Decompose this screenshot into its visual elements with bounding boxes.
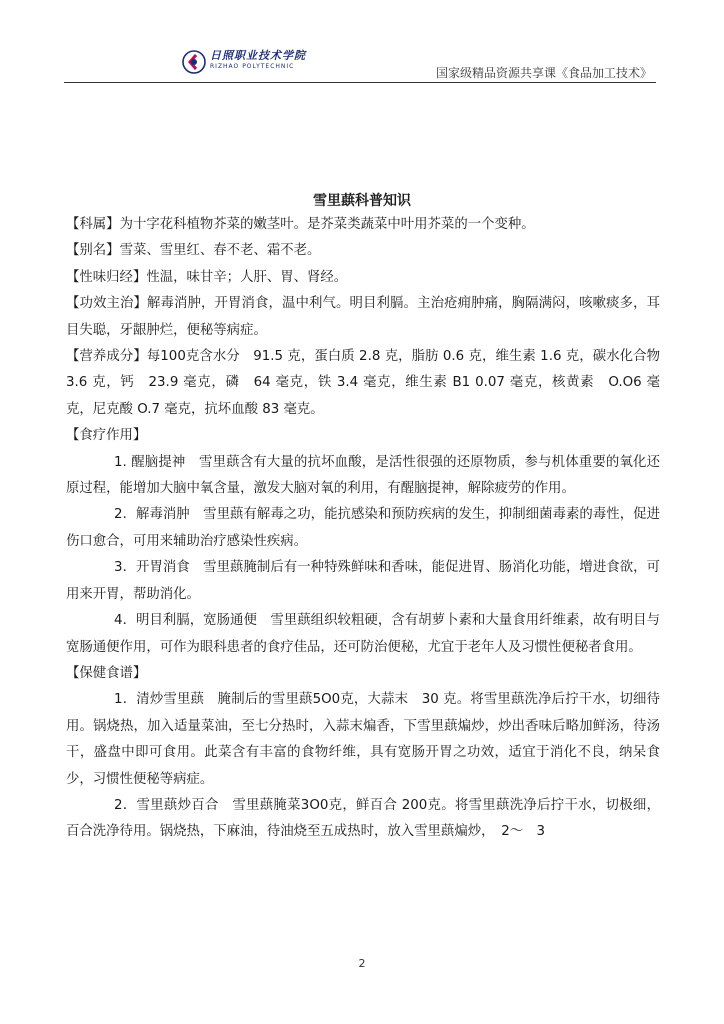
page-header [64,44,656,84]
recipe-heading: 【保健食谱】 [66,665,147,681]
section-text: 雪菜、雪里红、春不老、霜不老。 [119,243,321,259]
therapy-heading: 【食疗作用】 [66,428,147,444]
section-text: 性温，味甘辛；人肝、胃、肾经。 [146,269,348,285]
school-logo [182,50,306,74]
document-body [66,212,660,846]
recipe-item: 1．清炒雪里蕻 腌制后的雪里蕻5O0克，大蒜末 30 克。将雪里蕻洗净后拧干水，切细待用。锅烧热，加入适量菜油，至七分热时，入蒜末煸香，下雪里蕻煸炒，炒出香味后略加鲜汤，待汤干，盛盘中即可食用。此菜含有丰富的食物纤维，具有宽肠开胃之功效，适宜于消化不良，纳呆食少，习惯性便秘等病症。 [66,692,660,787]
section-label: 【功效主治】 [66,296,148,312]
section-label: 【性味归经】 [66,269,147,285]
intro-nature [66,265,660,291]
therapy-item: 3．开胃消食 雪里蕻腌制后有一种特殊鲜味和香味，能促进胃、肠消化功能，增进食欲，可用来开胃，帮助消化。 [66,560,660,602]
intro-family [66,212,660,238]
section-label: 【别名】 [66,243,120,259]
header-divider [64,82,656,83]
school-name-en: RIZHAO POLYTECHNIC [210,63,295,70]
school-name-cn: 日照职业技术学院 [210,49,306,62]
school-emblem-icon [182,50,206,74]
page-number: 2 [358,957,366,970]
section-label: 【科属】 [66,217,120,232]
therapy-item: 2．解毒消肿 雪里蕻有解毒之功，能抗感染和预防疾病的发生，抑制细菌毒素的毒性，促进伤口愈合，可用来辅助治疗感染性疾病。 [66,507,660,549]
intro-nutrition [66,344,660,423]
section-text: 每100克含水分 91.5 克，蛋白质 2.8 克，脂肪 0.6 克，维生素 1.6 克，碳水化合物 3.6 克，钙 23.9 毫克，磷 64 毫克，铁 3.4 毫克，维生素 B1 0.07 毫克，核黄素 O.O6 毫克，尼克酸 O.7 毫克，抗坏血酸 83 毫克。 [66,349,661,417]
recipe-item: 2．雪里蕻炒百合 雪里蕻腌菜3O0克，鲜百合 200克。将雪里蕻洗净后拧干水，切极细，百合洗净待用。锅烧热，下麻油，待油烧至五成热时，放入雪里蕻煸炒， 2～ 3 [66,797,660,840]
intro-alias [66,238,660,264]
section-text: 为十字花科植物芥菜的嫩茎叶。是芥菜类蔬菜中叶用芥菜的一个变种。 [119,217,535,232]
course-title: 国家级精品资源共享课《食品加工技术》 [435,66,652,80]
therapy-item: 1. 醒脑提神 雪里蕻含有大量的抗坏血酸，是活性很强的还原物质，参与机体重要的氧化还原过程，能增加大脑中氧含量，激发大脑对氧的利用，有醒脑提神，解除疲劳的作用。 [66,454,660,497]
section-label: 【营养成分】 [66,349,147,365]
document-title: 雪里蕻科普知识 [313,193,411,209]
therapy-item: 4．明目利膈，宽肠通便 雪里蕻组织较粗硬，含有胡萝卜素和大量食用纤维素，故有明目与宽肠通便作用，可作为眼科患者的食疗佳品，还可防治便秘，尤宜于老年人及习惯性便秘者食用。 [66,613,660,655]
intro-efficacy [66,291,660,344]
section-text: 解毒消肿，开胃消食，温中利气。明目利膈。主治疮痈肿痛，胸隔满闷，咳嗽痰多，耳目失聪，牙龈肿烂，便秘等病症。 [66,296,660,338]
